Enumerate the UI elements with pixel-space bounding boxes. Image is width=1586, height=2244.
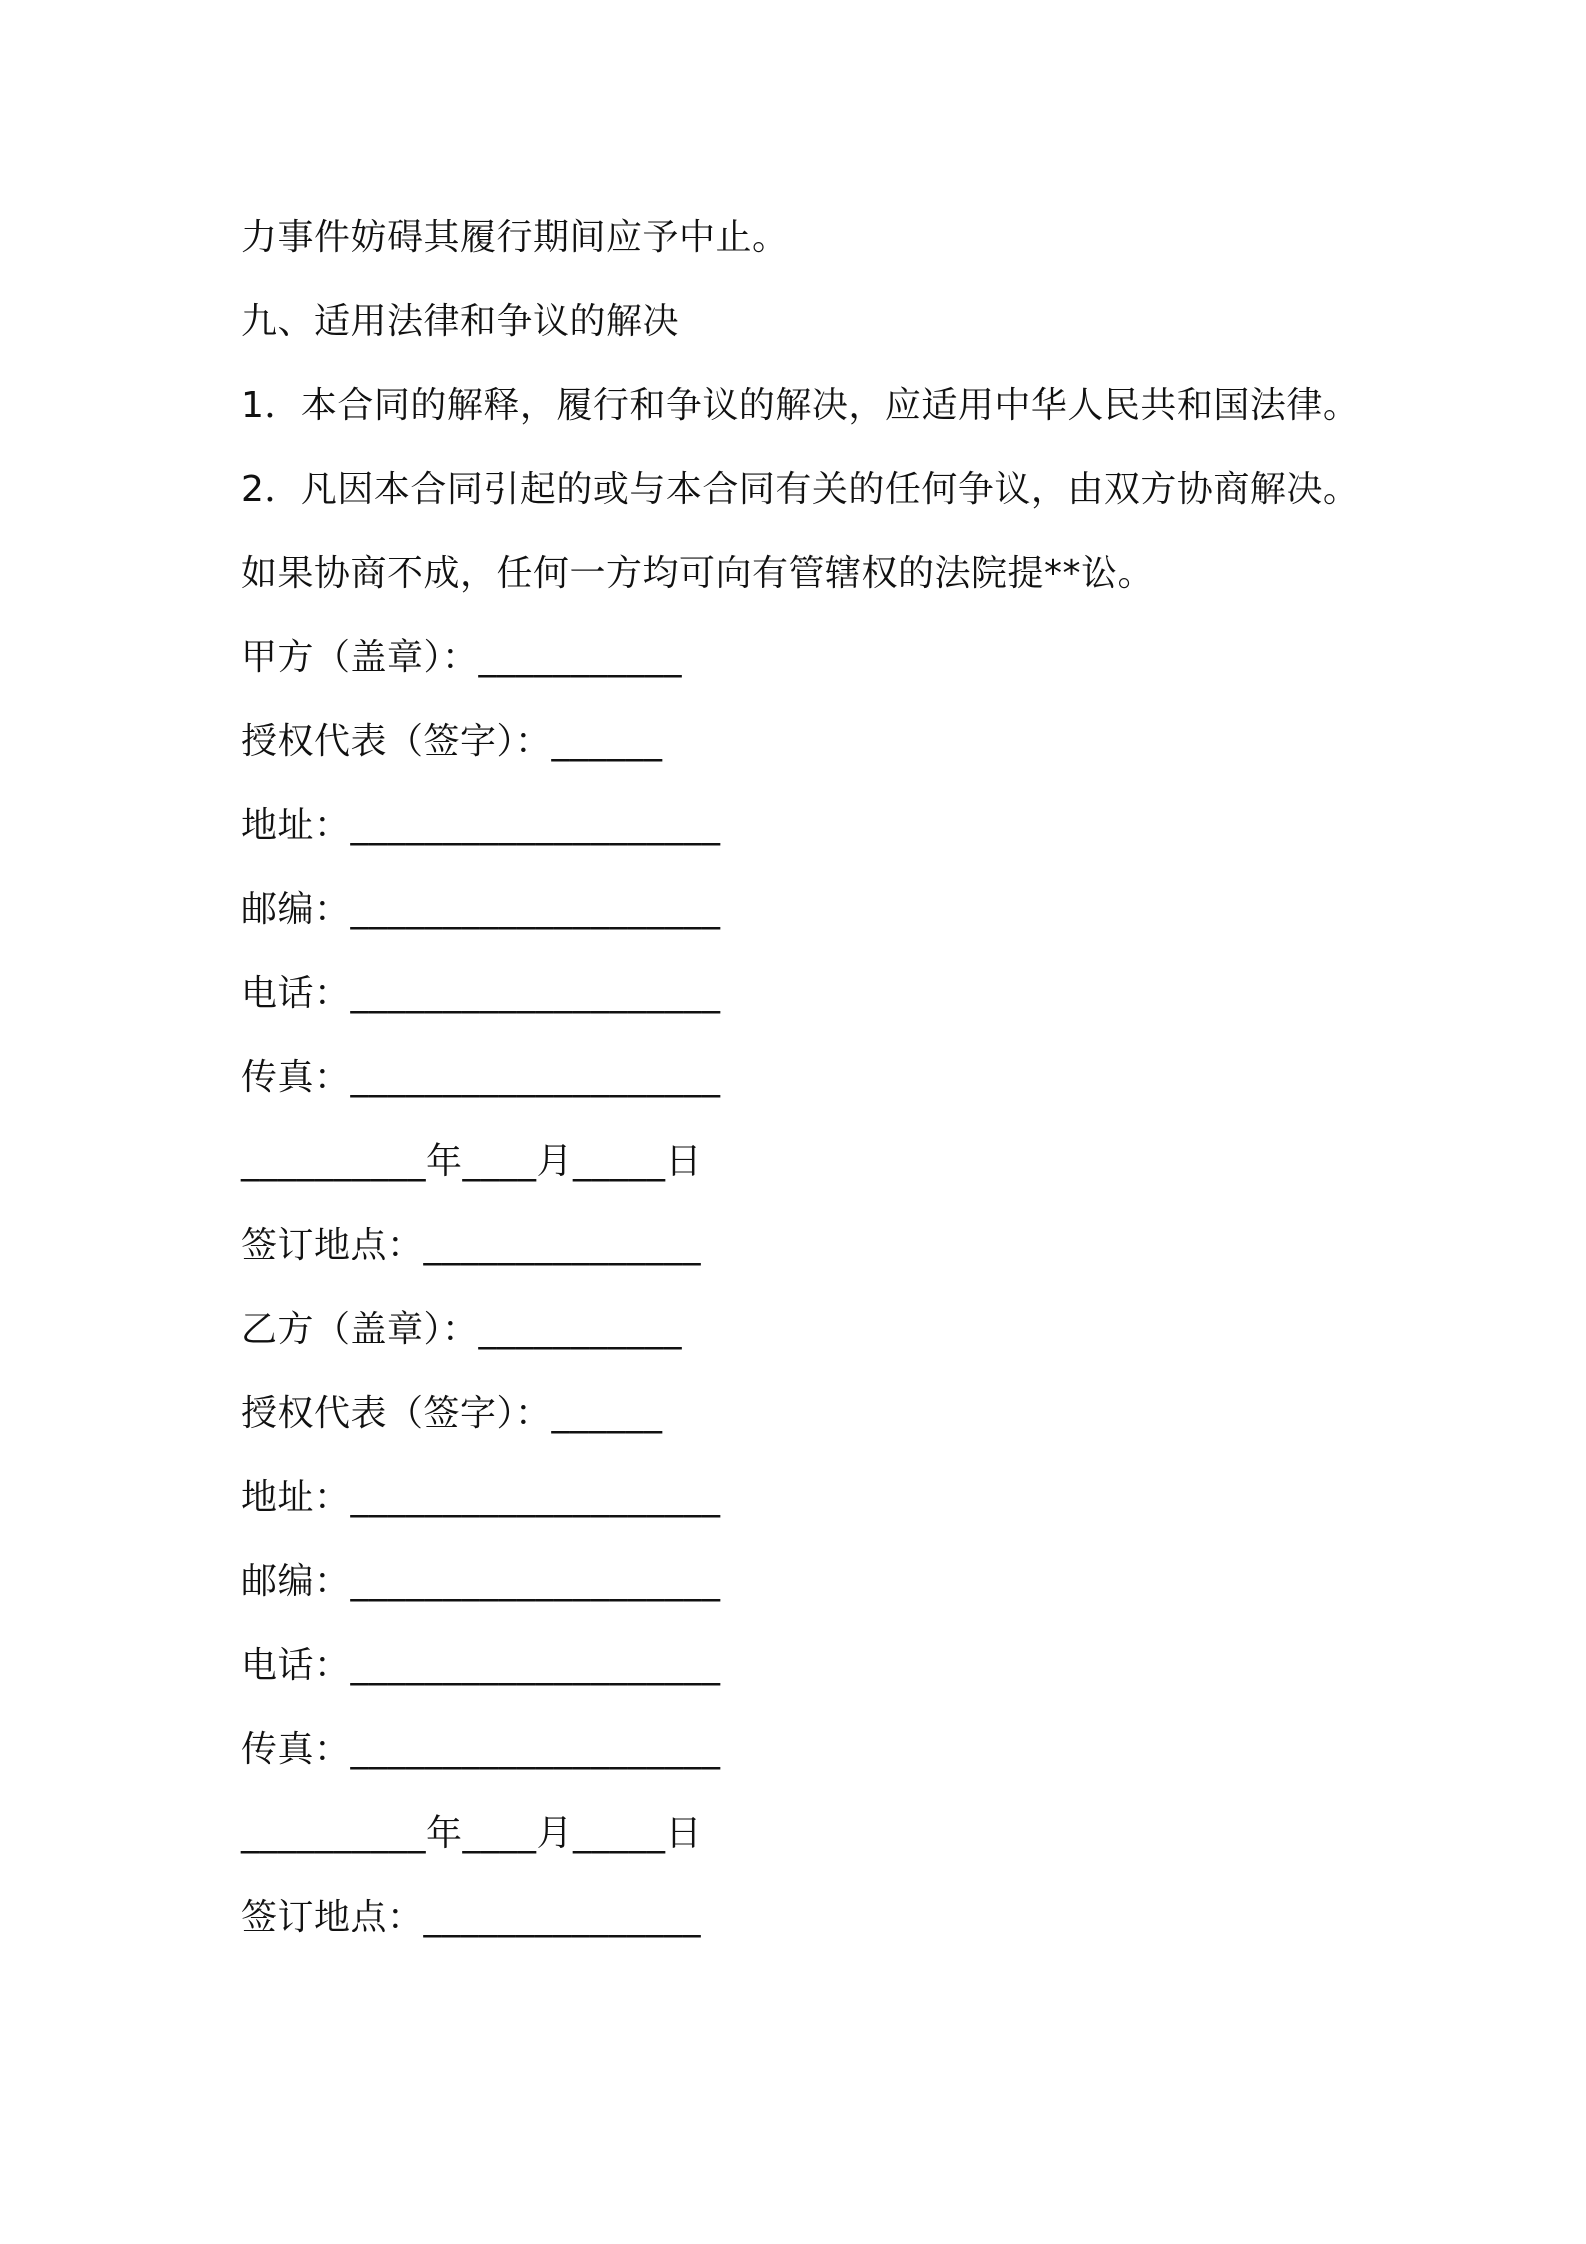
party-b-phone-field: 电话：____________________ bbox=[241, 1645, 721, 1686]
document-page bbox=[241, 196, 1441, 1960]
party-b-representative-field: 授权代表（签字）：______ bbox=[241, 1393, 663, 1434]
party-b-postcode-field: 邮编：____________________ bbox=[241, 1561, 721, 1602]
party-b-fax-field: 传真：____________________ bbox=[241, 1729, 721, 1770]
party-b-date-field: __________年____月_____日 bbox=[241, 1813, 702, 1854]
clause-1: 1．本合同的解释，履行和争议的解决，应适用中华人民共和国法律。 bbox=[241, 385, 1360, 426]
party-b-seal-field: 乙方（盖章）：___________ bbox=[241, 1309, 683, 1350]
party-a-postcode-field: 邮编：____________________ bbox=[241, 889, 721, 930]
clause-2-continuation: 如果协商不成，任何一方均可向有管辖权的法院提**讼。 bbox=[241, 553, 1155, 594]
party-a-date-field: __________年____月_____日 bbox=[241, 1141, 702, 1182]
party-a-representative-field: 授权代表（签字）：______ bbox=[241, 721, 663, 762]
party-a-address-field: 地址：____________________ bbox=[241, 805, 721, 846]
party-a-phone-field: 电话：____________________ bbox=[241, 973, 721, 1014]
section-heading-governing-law: 九、适用法律和争议的解决 bbox=[241, 301, 680, 342]
party-a-fax-field: 传真：____________________ bbox=[241, 1057, 721, 1098]
text-line-continuation: 力事件妨碍其履行期间应予中止。 bbox=[241, 217, 789, 258]
party-b-address-field: 地址：____________________ bbox=[241, 1477, 721, 1518]
party-a-signing-place-field: 签订地点：_______________ bbox=[241, 1225, 702, 1266]
party-a-seal-field: 甲方（盖章）：___________ bbox=[241, 637, 683, 678]
clause-2: 2．凡因本合同引起的或与本合同有关的任何争议，由双方协商解决。 bbox=[241, 469, 1360, 510]
party-b-signing-place-field: 签订地点：_______________ bbox=[241, 1897, 702, 1938]
